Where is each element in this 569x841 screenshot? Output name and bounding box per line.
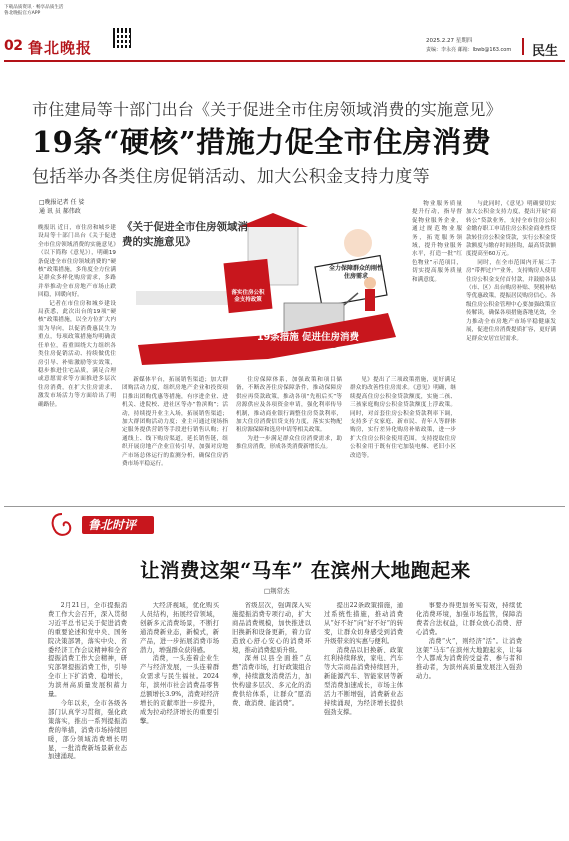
illustration-sign-right: 全力保障群众的刚性住房需求	[328, 265, 383, 280]
commentary-title[interactable]: 让消费这架“马车” 在滨州大地跑起来	[140, 559, 471, 582]
commentary-column-5	[416, 602, 522, 838]
illustration-banner	[122, 220, 254, 250]
editor-info: 责编：李永亮 邮箱：lbwb@163.com	[426, 47, 512, 53]
paragraph: 消费“火”，则经济“活”。让消费这架“马车”在滨州大地跑起来，让每个人都成为消费的受益者、参与者和推动者，为滨州高质量发展注入强劲动力。	[416, 637, 522, 681]
article-kicker: 市住建局等十部门出台《关于促进全市住房领域消费的实施意见》	[32, 100, 502, 119]
paragraph: 事要办得更加务实有效，持续优化消费环境，加强市场监管，保障消费者合法权益，让群众放心消费、舒心消费。	[416, 602, 522, 636]
article-byline	[39, 198, 119, 216]
article-column-right	[466, 200, 556, 502]
issue-date: 2025.2.27 星期四	[426, 38, 473, 44]
paragraph: 大经济视域，优化购买人员结构，拓展经营领域，创新多元消费场景，不断打通消费新业态，新模式，新产品，进一步拓展消费市场潜力，增强群众获得感。	[140, 602, 219, 654]
paragraph: 新媒体平台，拓展销售渠道；加大群团购活动力度，组织房地产企业和投资项目推出团购优惠等措施，有序进企业、进机关、进院校、进社区等办“鲁滨购”；活动，持续提升业主入场，拓展销售渠道；加大群团购活动力度；业主可通过现场指定服务提供营销等手段进行销售认购；打通线上、线下购房渠道，延长销售链，组织开展房地产企业宣传引导，加强对房地产市场总体运行的监测分析，确保住房消费市场平稳运行。	[122, 377, 228, 468]
header-rule	[4, 60, 565, 62]
tagline-line-1: 下载品质资讯 · 畅享品质生活	[4, 5, 64, 10]
paragraph: 消费，一头连着企业生产与经济发展，一头连着群众需求与民生福祉。2024年，滨州市社会消费品零售总额增长3.9%，消费对经济增长的贡献率进一步提升，成为拉动经济增长的重要引擎。	[140, 655, 219, 725]
commentary-column-1	[48, 602, 127, 838]
app-tagline	[4, 5, 124, 17]
article-column-2	[122, 376, 228, 502]
illustration-banner-text: 《关于促进全市住房领域消费的实施意见》	[122, 221, 248, 248]
commentary-byline: □荆常杰	[264, 587, 290, 595]
page-number: 02	[4, 38, 23, 54]
tagline-line-2: 鲁北晚报官方APP	[4, 11, 41, 16]
illustration-ribbon: 19条措施 促进住房消费	[257, 332, 360, 343]
paragraph: 记者在市住房和城乡建设局获悉，此次出台的19项“硬核”政策措施，以全方位扩大内需为导向，以促消费惠民生为重点，每项政策措施均明确责任单位，着重围绕大力组织各类住房促销活动、持续做优住房引导、补贴激励等实效策，稳步推进住宅品质，满足合理或意愿需求等方面推进多层次住房消费，在扩大住房需求、激发市场活力等方面给出了明确路径。	[38, 300, 116, 408]
illustration-sign-left: 落实住房公积金支持政策	[231, 290, 265, 303]
paragraph: 为进一步满足群众住房消费需求，助推住房消费，形成各类消费新增长点。	[236, 435, 342, 451]
article-column-right-upper	[412, 200, 462, 370]
newspaper-logo: 鲁北晚报	[28, 39, 93, 57]
paragraph: 深州以县全面推“点燃”消费市场，打好政策组合拳，持续激发消费活力，加快构建多层次、多元化的消费供给体系，让群众“愿消费、敢消费、能消费”。	[232, 655, 311, 707]
article-column-4	[350, 376, 456, 502]
section-divider	[4, 506, 565, 507]
article-column-3	[236, 376, 342, 502]
paragraph: 2月21日，全市提振消费工作大会召开，深入贯彻习近平总书记关于促进消费的重要论述和党中央、国务院决策部署，落实中央、省委经济工作会议精神和全省提振消费工作大会精神，研究部署提振消费工作，引导全市上下扩消费、稳增长，为滨州高质量发展积蓄力量。	[48, 602, 127, 699]
paragraph: 消费品以旧换新、政策红利持续释放，家电、汽车等大宗商品消费持续回升，新能源汽车、智能家居等新型消费加速成长，市场主体活力不断增强，消费新业态持续涌现，为经济增长提供强劲支撑。	[324, 646, 403, 716]
section-marker	[522, 38, 524, 55]
page-header	[0, 0, 569, 68]
section-title: 民生	[532, 44, 559, 59]
byline-correspondent: 通 讯 员 郝伟政	[39, 208, 81, 215]
commentary-column-3	[232, 602, 311, 838]
article-subhead: 包括举办各类住房促销活动、加大公积金支持力度等	[32, 167, 430, 187]
paragraph: 见》提出了三项政策措施，更好满足群众的改善性住房需求。《意见》明确，继续提高住房公积金贷款额度，实施二孩、三孩家庭购房公积金贷款额度上浮政策。同时，对首套住房公积金贷款利率下调，支持多子女家庭、新市民、青年人等群体购房，实行差异化购房补贴政策，进一步扩大住房公积金使用范围，支持提取住房公积金用于既有住宅加装电梯、老旧小区改造等。	[350, 377, 456, 459]
byline-reporter: □晚报记者 任 娑	[39, 199, 85, 206]
paragraph: 与此同时，《意见》明确要切实加大公积金支持力度，提出开展“商转公”贷款业务，支持全市住房公积金缴存职工申请住房公积金商业性贷款转住房公积金贷款，实行公积金贷款额度与缴存时间挂钩，最高贷款额度提高至60万元。	[466, 201, 556, 258]
paragraph: 同时，在全市范围内开展二手房“带押过户”业务，支持购房人使用住房公积金支付首付款，并鼓励各县（市、区）出台购房补贴、契税补贴等优惠政策，提振居民购房信心。各级住房公积金管理中心要加强政策宣传解读，确保各项措施落地见效，全力推动全市房地产市场平稳健康发展，促进住房消费提质扩容，更好满足群众安居宜居需求。	[466, 259, 556, 342]
paragraph: 提出22条政策措施，通过系统性措施，推动消费从“好不好”向“好不好”的转变，让群众切身感受到消费升级带来的实惠与便利。	[324, 602, 403, 645]
paragraph: 物业服务质量提升行动，指导督促物业服务企业，通过规范物业服务，拓宽服务领域，提升物业服务水平，打造一批“红色物业”示范项目，切实提高服务质量和满意度。	[412, 201, 462, 283]
commentary-column-4	[324, 602, 403, 838]
paragraph: 晚报讯 近日，市住房和城乡建设局等十部门出台《关于促进全市住房领域消费的实施意见》（以下简称《意见》），明确19条促进全市住房领域消费的“硬核”政策措施，多角度全方位满足群众多样化购房需求，多路并举推动全市房地产市场止跌回稳，回暖向好。	[38, 225, 116, 299]
paragraph: 今年以来，全市各级各部门认真学习贯彻，强化政策落实，推出一系列提振消费的举措，消费市场持续回暖，部分领域消费增长明显，一批消费新场景新业态加速涌现。	[48, 699, 127, 761]
paragraph: 住房保障体系，加强政策和项目储备，不断改善住房保障条件，推动保障房供应再贷款政策，推动各项“先租后买”等房源供应及各项资金申请，强化利率传导机制，推动商业银行调整住房贷款利率，加大住房消费信贷支持力度，落实实物配租房源保障和选房申请等相关政策。	[236, 377, 342, 434]
article-column-1	[38, 224, 116, 502]
paragraph: 省级层次，强调深入实施提振消费专项行动，扩大商品消费规模，加快推进以旧换新和设备更新，着力营造放心舒心安心的消费环境，推动消费提质升级。	[232, 602, 311, 654]
article-headline[interactable]: 19条“硬核”措施力促全市住房消费	[32, 125, 492, 159]
commentary-column-2	[140, 602, 219, 838]
qr-code-icon[interactable]	[113, 28, 133, 48]
commentary-label: 鲁北时评	[88, 518, 137, 532]
